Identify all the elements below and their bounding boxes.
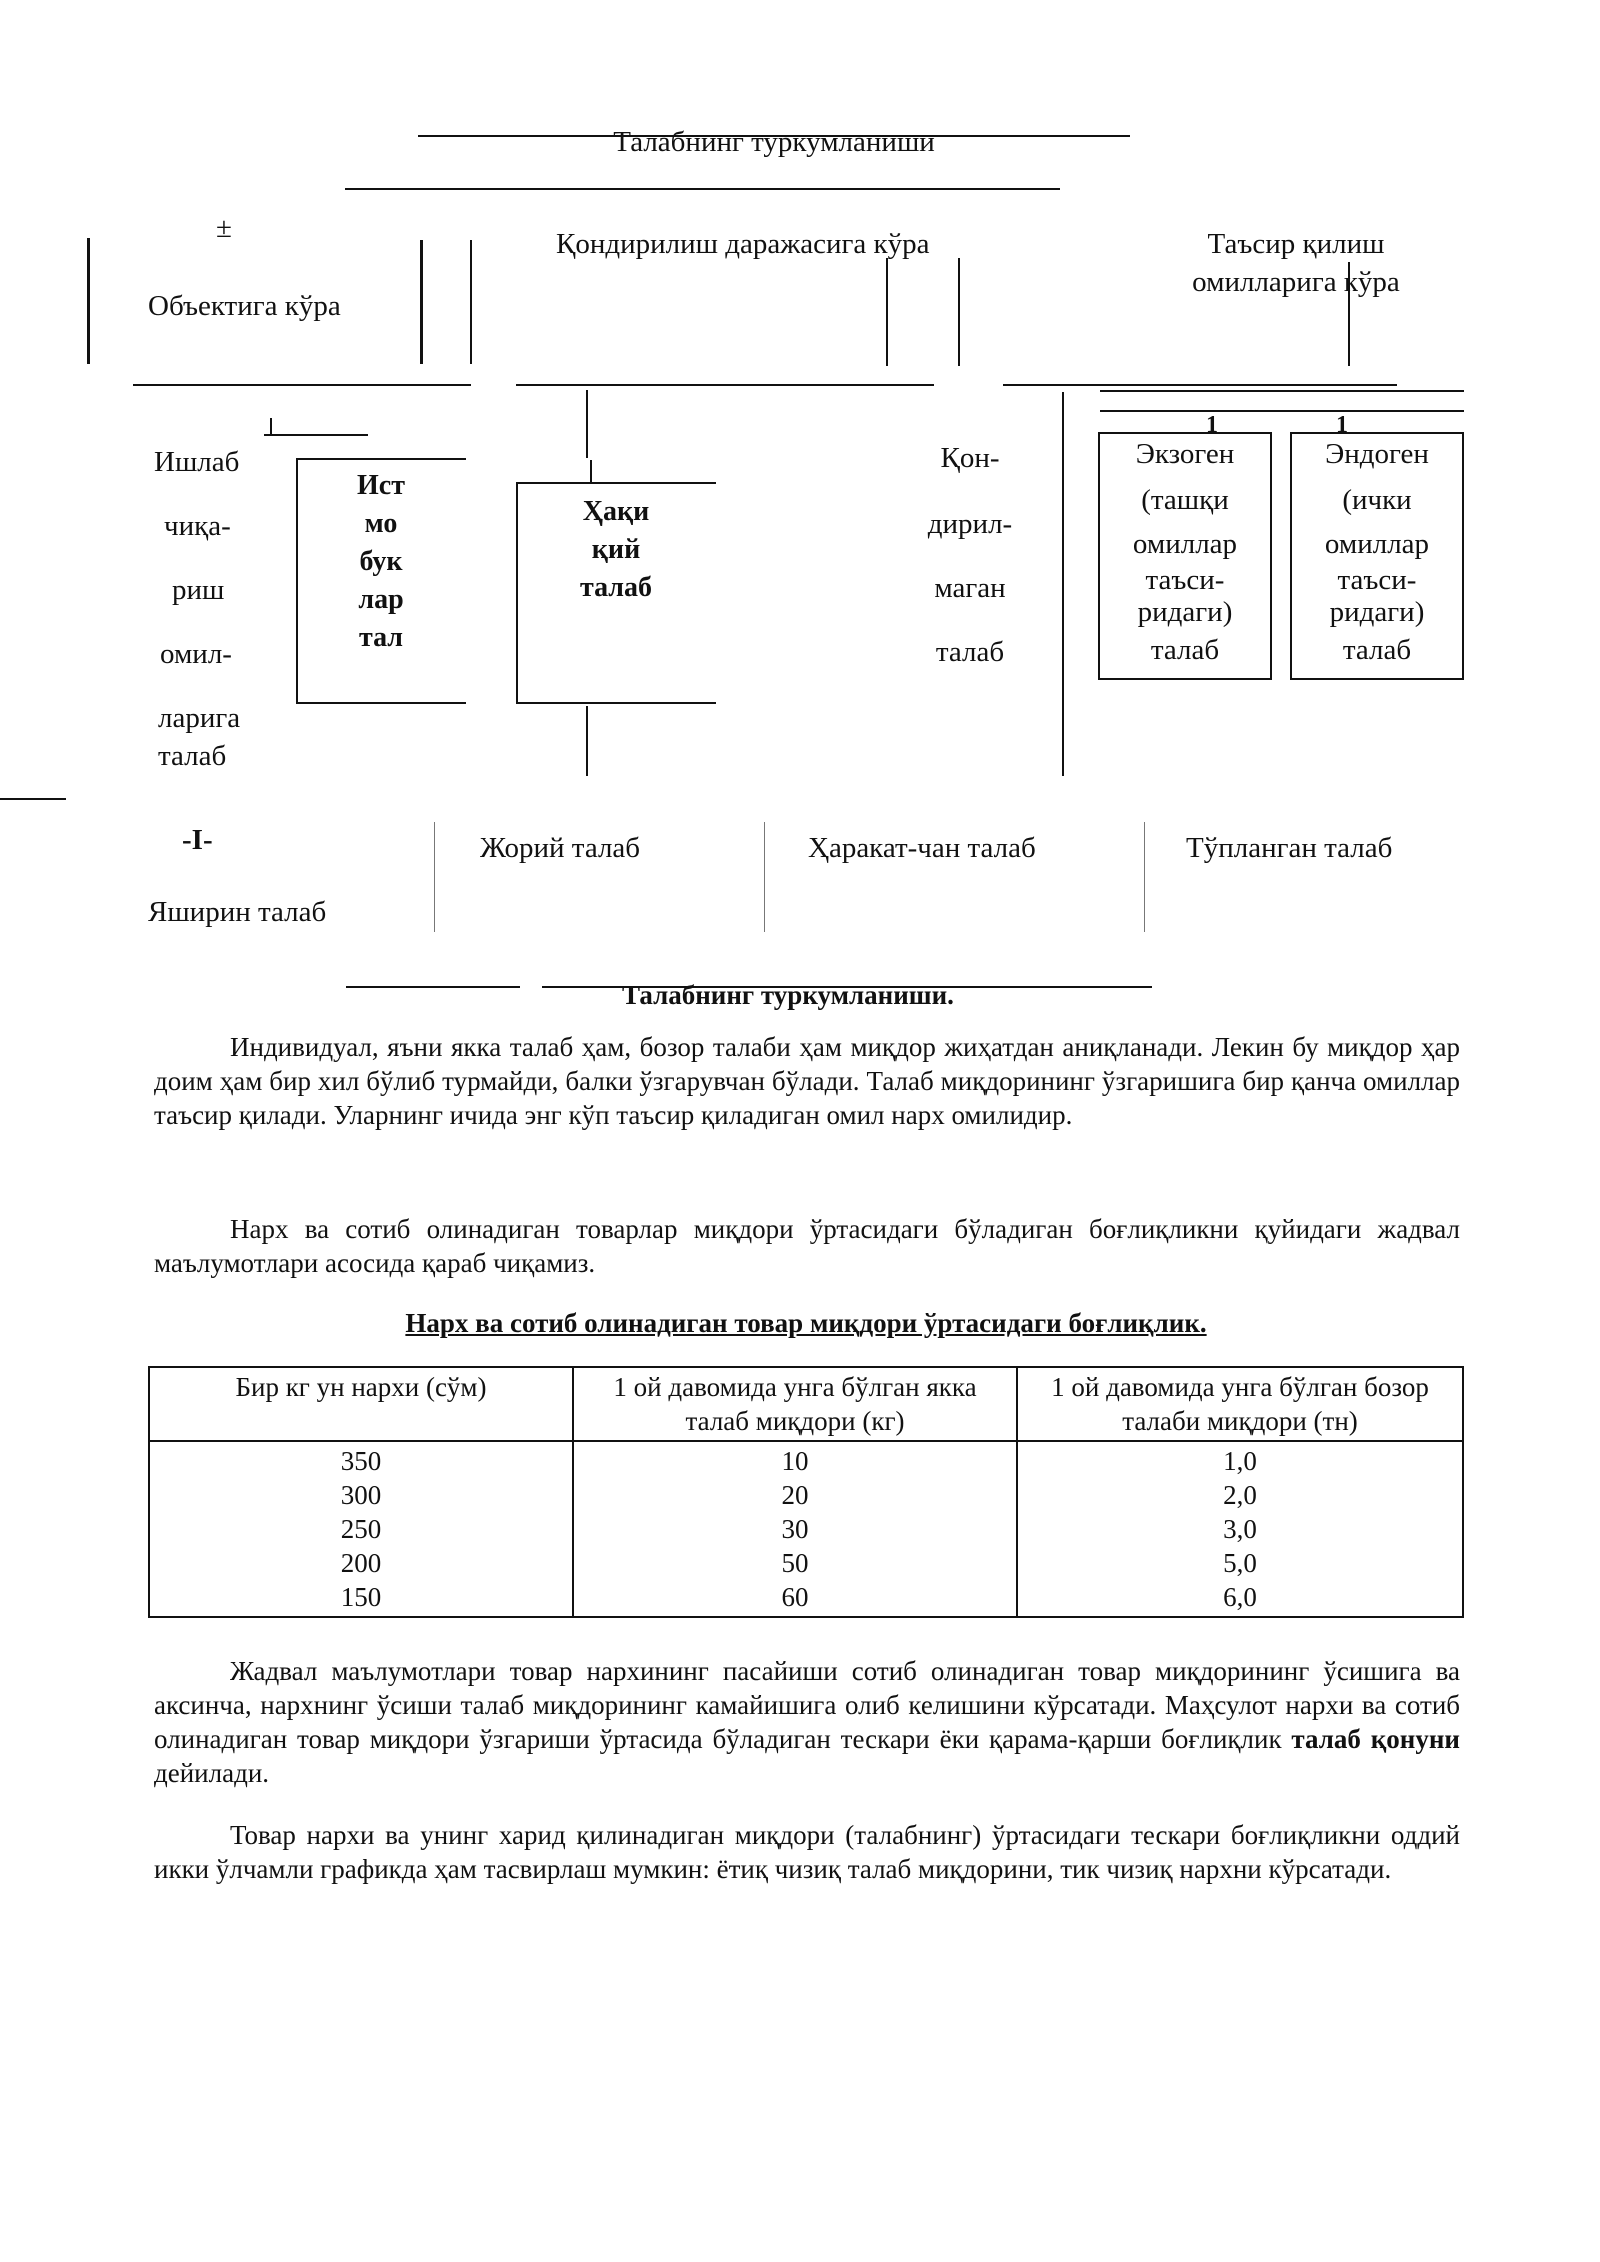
clipped-box-1-line-3: бук bbox=[359, 546, 403, 577]
cell-individual: 10 bbox=[573, 1441, 1017, 1478]
endogenous-line-6: талаб bbox=[1342, 634, 1412, 666]
factors-connector bbox=[1348, 262, 1350, 366]
table-row bbox=[149, 1580, 1463, 1617]
exogenous-line-3: омиллар bbox=[1132, 528, 1238, 560]
diagram-title: Талабнинг туркумланиши bbox=[613, 126, 935, 158]
cell-price: 200 bbox=[149, 1546, 573, 1580]
endogenous-line-2: (ички bbox=[1342, 484, 1412, 516]
header-market bbox=[1017, 1367, 1463, 1441]
production-line-5: ларига bbox=[158, 702, 241, 734]
paragraph-3-start: Жадвал маълумотлари товар нархининг пасайиши сотиб олинадиган товар миқдорининг ўсишига ва аксинча, нархнинг ўсиши талаб миқдорининг камайишига олиб келишини кўрсатади. Маҳсулот нархи ва сотиб олинадиган товар миқдори ўзгариши ўртасида бўладиган тескари ёки қарама-қарши боғлиқлик bbox=[154, 1656, 1460, 1754]
satisfaction-connector-2 bbox=[958, 258, 960, 366]
branch-satisfaction: Қондирилиш даражасига кўра bbox=[556, 228, 930, 260]
box-marker-1: 1 bbox=[1206, 412, 1218, 438]
production-line-1: Ишлаб bbox=[154, 446, 240, 478]
box1-top-line bbox=[264, 434, 368, 436]
left-bracket-line bbox=[87, 238, 90, 364]
cell-price: 350 bbox=[149, 1441, 573, 1478]
cell-individual: 20 bbox=[573, 1478, 1017, 1512]
cell-price: 250 bbox=[149, 1512, 573, 1546]
bottom-divider-2 bbox=[764, 822, 765, 932]
endogenous-line-1: Эндоген bbox=[1325, 438, 1429, 470]
cell-market: 5,0 bbox=[1017, 1546, 1463, 1580]
box-marker-2: 1 bbox=[1336, 412, 1348, 438]
diagram-caption: Талабнинг туркумланиши. bbox=[622, 980, 954, 1010]
table-title: Нарх ва сотиб олинадиган товар миқдори ўртасидаги боғлиқлик. bbox=[405, 1308, 1207, 1338]
separator-factors bbox=[1003, 384, 1397, 386]
table-header-row bbox=[149, 1367, 1463, 1441]
clipped-box-2-line-2: қий bbox=[591, 534, 641, 565]
exogenous-line-6: талаб bbox=[1150, 634, 1220, 666]
plusminus-sign: ± bbox=[216, 212, 232, 244]
paragraph-1: Индивидуал, яъни якка талаб ҳам, бозор талаби ҳам миқдор жиҳатдан аниқланади. Лекин бу миқдор ҳар доим ҳам бир хил бўлиб турмайди, балки ўзгарувчан бўлади. Талаб миқдорининг ўзгаришига бир қанча омиллар таъсир қилади. Уларнинг ичида энг кўп таъсир қиладиган омил нарх омилидир. bbox=[154, 1032, 1460, 1130]
paragraph-4: Товар нархи ва унинг харид қилинадиган миқдори (талабнинг) ўртасидаги тескари боғлиқликни оддий икки ўлчамли графикда ҳам тасвирлаш мумкин: ётиқ чизиқ талаб миқдорини, тик чизиқ нархни кўрсатади. bbox=[154, 1820, 1460, 1884]
box2-connector-bottom bbox=[586, 706, 588, 776]
bottom-divider-1 bbox=[434, 822, 435, 932]
clipped-box-2-line-3: талаб bbox=[579, 572, 653, 603]
separator-satisfaction bbox=[516, 384, 934, 386]
object-right-line bbox=[420, 240, 423, 364]
unsatisfied-line-1: Қон- bbox=[940, 442, 1000, 474]
header-individual bbox=[573, 1367, 1017, 1441]
table-row bbox=[149, 1512, 1463, 1546]
production-line-2: чиқа- bbox=[164, 510, 231, 542]
caption-overline-1 bbox=[346, 986, 520, 988]
exogenous-line-4: таъси- bbox=[1145, 564, 1225, 596]
paragraph-2: Нарх ва сотиб олинадиган товарлар миқдори ўртасидаги бўладиган боғлиқликни қуйидаги жадвал маълумотлари асосида қараб чиқамиз. bbox=[154, 1214, 1460, 1278]
clipped-box-1-line-5: тал bbox=[358, 622, 404, 653]
clipped-box-1-line-2: мо bbox=[364, 508, 398, 539]
header-price-text: Бир кг ун нархи (сўм) bbox=[235, 1372, 487, 1402]
roman-marker: -I- bbox=[182, 824, 213, 856]
demand-law-term: талаб қонуни bbox=[1291, 1724, 1460, 1754]
endogenous-box bbox=[1290, 432, 1464, 680]
exogenous-box bbox=[1098, 432, 1272, 680]
active-demand: Ҳаракат-чан талаб bbox=[808, 832, 1036, 864]
table-row bbox=[149, 1546, 1463, 1580]
branch-object: Объектига кўра bbox=[148, 290, 341, 322]
header-individual-line-1: 1 ой давомида унга бўлган якка bbox=[613, 1372, 977, 1402]
header-individual-line-2: талаб миқдори (кг) bbox=[685, 1406, 905, 1436]
price-quantity-table bbox=[148, 1366, 1464, 1618]
bottom-divider-3 bbox=[1144, 822, 1145, 932]
box2-connector-top bbox=[586, 390, 588, 458]
clipped-box-1-line-1: Ист bbox=[357, 470, 405, 501]
cell-market: 3,0 bbox=[1017, 1512, 1463, 1546]
unsatisfied-line-3: маган bbox=[934, 572, 1006, 604]
cell-market: 2,0 bbox=[1017, 1478, 1463, 1512]
header-market-line-2: талаби миқдори (тн) bbox=[1122, 1406, 1358, 1436]
accumulated-demand: Тўпланган талаб bbox=[1186, 832, 1393, 864]
production-line-6: талаб bbox=[158, 740, 227, 772]
separator-factors-3 bbox=[1100, 410, 1464, 412]
unsatisfied-line-4: талаб bbox=[935, 636, 1005, 668]
satisfaction-left-line bbox=[470, 240, 472, 364]
factors-vertical-line bbox=[1062, 392, 1064, 776]
exogenous-line-5: ридаги) bbox=[1137, 596, 1233, 628]
cell-individual: 50 bbox=[573, 1546, 1017, 1580]
paragraph-3-end: дейилади. bbox=[154, 1758, 270, 1788]
unsatisfied-line-2: дирил- bbox=[927, 508, 1013, 540]
cell-price: 300 bbox=[149, 1478, 573, 1512]
cell-individual: 30 bbox=[573, 1512, 1017, 1546]
header-price bbox=[149, 1367, 573, 1441]
header-market-line-1: 1 ой давомида унга бўлган бозор bbox=[1051, 1372, 1429, 1402]
title-underline bbox=[345, 188, 1060, 190]
branch-factors-line2: омилларига кўра bbox=[1192, 266, 1400, 298]
endogenous-line-4: таъси- bbox=[1337, 564, 1417, 596]
current-demand: Жорий талаб bbox=[480, 832, 641, 864]
cell-market: 6,0 bbox=[1017, 1580, 1463, 1617]
paragraph-3 bbox=[154, 1654, 1460, 1790]
clipped-box-2-line-1: Ҳақи bbox=[582, 496, 650, 527]
cell-individual: 60 bbox=[573, 1580, 1017, 1617]
separator-object bbox=[133, 384, 471, 386]
satisfaction-connector-1 bbox=[886, 258, 888, 366]
separator-factors-2 bbox=[1100, 390, 1464, 392]
branch-factors-line1: Таъсир қилиш bbox=[1207, 228, 1385, 260]
table-row bbox=[149, 1441, 1463, 1478]
cell-price: 150 bbox=[149, 1580, 573, 1617]
endogenous-line-3: омиллар bbox=[1324, 528, 1430, 560]
production-line-4: омил- bbox=[160, 638, 232, 670]
clipped-box-1 bbox=[296, 458, 405, 706]
left-edge-mark bbox=[0, 798, 66, 800]
hidden-demand: Яширин талаб bbox=[148, 896, 327, 928]
clipped-box-1-line-4: лар bbox=[358, 584, 404, 615]
clipped-box-2 bbox=[516, 482, 653, 706]
table-row bbox=[149, 1478, 1463, 1512]
exogenous-line-2: (ташқи bbox=[1141, 484, 1229, 516]
cell-market: 1,0 bbox=[1017, 1441, 1463, 1478]
endogenous-line-5: ридаги) bbox=[1329, 596, 1425, 628]
exogenous-line-1: Экзоген bbox=[1135, 438, 1235, 470]
box2-connector-mid bbox=[590, 460, 592, 482]
production-line-3: риш bbox=[172, 574, 225, 606]
